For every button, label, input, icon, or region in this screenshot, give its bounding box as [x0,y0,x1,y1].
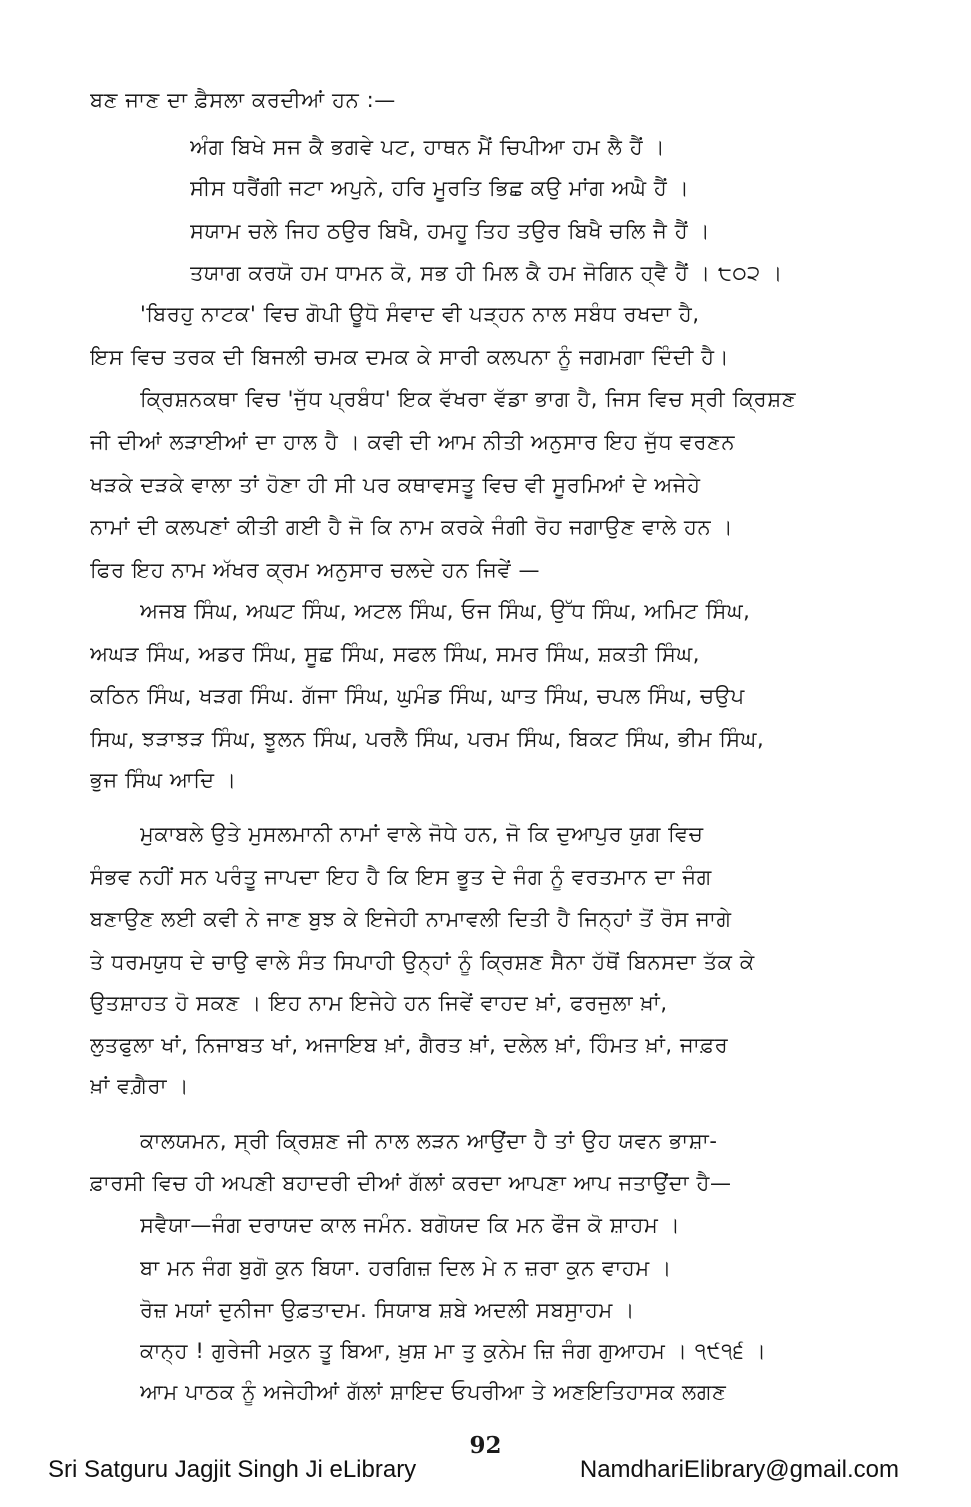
text-line: ਕਾਲਯਮਨ, ਸ੍ਰੀ ਕ੍ਰਿਸ਼ਣ ਜੀ ਨਾਲ ਲੜਨ ਆਉਂਦਾ ਹੈ ਤਾਂ ਉਹ ਯਵਨ ਭਾਸ਼ਾ- [140,1129,718,1153]
text-line: ਮੁਕਾਬਲੇ ਉਤੇ ਮੁਸਲਮਾਨੀ ਨਾਮਾਂ ਵਾਲੇ ਜੋਧੇ ਹਨ, ਜੋ ਕਿ ਦੁਆਪੁਰ ਯੁਗ ਵਿਚ [140,822,704,846]
verse-line: ਤਯਾਗ ਕਰਯੋ ਹਮ ਧਾਮਨ ਕੋ, ਸਭ ਹੀ ਮਿਲ ਕੈ ਹਮ ਜੋਗਿਨ ਹ੍ਵੈ ਹੈਂ । ੮੦੨ । [190,261,783,285]
text-line: ਨਾਮਾਂ ਦੀ ਕਲਪਣਾਂ ਕੀਤੀ ਗਈ ਹੈ ਜੋ ਕਿ ਨਾਮ ਕਰਕੇ ਜੰਗੀ ਰੋਹ ਜਗਾਉਣ ਵਾਲੇ ਹਨ । [90,515,734,539]
text-line: ਬਣ ਜਾਣ ਦਾ ਫ਼ੈਸਲਾ ਕਰਦੀਆਂ ਹਨ :— [90,88,396,112]
text-line: ਆਮ ਪਾਠਕ ਨੂੰ ਅਜੇਹੀਆਂ ਗੱਲਾਂ ਸ਼ਾਇਦ ਓਪਰੀਆ ਤੇ ਅਣਇਤਿਹਾਸਕ ਲਗਣ [140,1380,727,1404]
footer-library-name: Sri Satguru Jagjit Singh Ji eLibrary [48,1456,417,1483]
verse-line: ਸਯਾਮ ਚਲੇ ਜਿਹ ਠਉਰ ਬਿਖੈ, ਹਮਹੂ ਤਿਹ ਤਉਰ ਬਿਖੈ ਚਲਿ ਜੈ ਹੈਂ । [190,219,711,243]
verse-line: ਅੰਗ ਬਿਖੇ ਸਜ ਕੈ ਭਗਵੇ ਪਟ, ਹਾਥਨ ਮੈਂ ਚਿਪੀਆ ਹਮ ਲੈ ਹੈਂ । [190,135,666,159]
text-line: ਸੰਭਵ ਨਹੀਂ ਸਨ ਪਰੰਤੂ ਜਾਪਦਾ ਇਹ ਹੈ ਕਿ ਇਸ ਭੂਤ ਦੇ ਜੰਗ ਨੂੰ ਵਰਤਮਾਨ ਦਾ ਜੰਗ [90,865,712,889]
text-line: ਜੀ ਦੀਆਂ ਲੜਾਈਆਂ ਦਾ ਹਾਲ ਹੈ । ਕਵੀ ਦੀ ਆਮ ਨੀਤੀ ਅਨੁਸਾਰ ਇਹ ਜੁੱਧ ਵਰਣਨ [90,430,736,454]
text-line: ਉਤਸ਼ਾਹਤ ਹੋ ਸਕਣ । ਇਹ ਨਾਮ ਇਜੇਹੇ ਹਨ ਜਿਵੇਂ ਵਾਹਦ ਖ਼ਾਂ, ਫਰਜੁਲਾ ਖ਼ਾਂ, [90,991,668,1015]
names-line: ਸਿਘ, ਝੜਾਝੜ ਸਿੰਘ, ਝੂਲਨ ਸਿੰਘ, ਪਰਲੈ ਸਿੰਘ, ਪਰਮ ਸਿੰਘ, ਬਿਕਟ ਸਿੰਘ, ਭੀਮ ਸਿੰਘ, [90,727,765,751]
names-line: ਕਠਿਨ ਸਿੰਘ, ਖੜਗ ਸਿੰਘ. ਗੱਜਾ ਸਿੰਘ, ਘੁਮੰਡ ਸਿੰਘ, ਘਾਤ ਸਿੰਘ, ਚਪਲ ਸਿੰਘ, ਚਉਪ [90,684,745,708]
text-line: ਕ੍ਰਿਸ਼ਨਕਥਾ ਵਿਚ 'ਜੁੱਧ ਪ੍ਰਬੰਧ' ਇਕ ਵੱਖਰਾ ਵੱਡਾ ਭਾਗ ਹੈ, ਜਿਸ ਵਿਚ ਸ੍ਰੀ ਕ੍ਰਿਸ਼ਣ [140,387,797,411]
verse-line: ਸਵੈਯਾ—ਜੰਗ ਦਰਾਯਦ ਕਾਲ ਜਮੰਨ. ਬਗੋਯਦ ਕਿ ਮਨ ਫੌਜ ਕੋ ਸ਼ਾਹਮ । [140,1213,681,1237]
names-line: ਅਜਬ ਸਿੰਘ, ਅਘਟ ਸਿੰਘ, ਅਟਲ ਸਿੰਘ, ਓਜ ਸਿੰਘ, ਉੱਧ ਸਿੰਘ, ਅਮਿਟ ਸਿੰਘ, [140,599,751,623]
text-line: 'ਬਿਰਹੁ ਨਾਟਕ' ਵਿਚ ਗੋਪੀ ਊਧੋ ਸੰਵਾਦ ਵੀ ਪੜ੍ਹਨ ਨਾਲ ਸਬੰਧ ਰਖਦਾ ਹੈ, [140,302,700,326]
text-line: ਇਸ ਵਿਚ ਤਰਕ ਦੀ ਬਿਜਲੀ ਚਮਕ ਦਮਕ ਕੇ ਸਾਰੀ ਕਲਪਨਾ ਨੂੰ ਜਗਮਗਾ ਦਿੰਦੀ ਹੈ। [90,345,730,369]
page-number: 92 [469,1432,502,1459]
text-line: ਖੜਕੇ ਦੜਕੇ ਵਾਲਾ ਤਾਂ ਹੋਣਾ ਹੀ ਸੀ ਪਰ ਕਥਾਵਸਤੂ ਵਿਚ ਵੀ ਸੂਰਮਿਆਂ ਦੇ ਅਜੇਹੇ [90,473,701,497]
text-line: ਲੁਤਫੁਲਾ ਖਾਂ, ਨਿਜਾਬਤ ਖਾਂ, ਅਜਾਇਬ ਖ਼ਾਂ, ਗੈਰਤ ਖ਼ਾਂ, ਦਲੇਲ ਖ਼ਾਂ, ਹਿੰਮਤ ਖ਼ਾਂ, ਜਾਫ਼ਰ [90,1033,729,1057]
verse-line: ਬਾ ਮਨ ਜੰਗ ਬੁਗੋ ਕੁਨ ਬਿਯਾ. ਹਰਗਿਜ਼ ਦਿਲ ਮੇ ਨ ਜ਼ਰਾ ਕੁਨ ਵਾਹਮ । [140,1256,672,1280]
names-line: ਅਘੜ ਸਿੰਘ, ਅਡਰ ਸਿੰਘ, ਸੂਛ ਸਿੰਘ, ਸਫਲ ਸਿੰਘ, ਸਮਰ ਸਿੰਘ, ਸ਼ਕਤੀ ਸਿੰਘ, [90,642,700,666]
text-line: ਤੇ ਧਰਮਯੁਧ ਦੇ ਚਾਉ ਵਾਲੇ ਸੰਤ ਸਿਪਾਹੀ ਉਨ੍ਹਾਂ ਨੂੰ ਕ੍ਰਿਸ਼ਣ ਸੈਨਾ ਹੱਥੋਂ ਬਿਨਸਦਾ ਤੱਕ ਕੇ [90,950,755,974]
text-line: ਫ਼ਾਰਸੀ ਵਿਚ ਹੀ ਅਪਣੀ ਬਹਾਦਰੀ ਦੀਆਂ ਗੱਲਾਂ ਕਰਦਾ ਆਪਣਾ ਆਪ ਜਤਾਉਂਦਾ ਹੈ— [90,1171,732,1195]
text-line: ਫਿਰ ਇਹ ਨਾਮ ਅੱਖਰ ਕ੍ਰਮ ਅਨੁਸਾਰ ਚਲਦੇ ਹਨ ਜਿਵੇਂ — [90,558,541,582]
names-line: ਭੁਜ ਸਿੰਘ ਆਦਿ । [90,768,237,792]
verse-line: ਰੋਜ਼ ਮਯਾਂ ਦੁਨੀਜਾ ਉਫ਼ਤਾਦਮ. ਸਿਯਾਬ ਸ਼ਬੇ ਅਦਲੀ ਸਬਸੁਾਹਮ । [140,1298,635,1322]
verse-line: ਕਾਨ੍ਹ ! ਗੁਰੇਜੀ ਮਕੁਨ ਤੂ ਬਿਆ, ਖ਼ੁਸ਼ ਮਾ ਤੁ ਕੁਨੇਮ ਜ਼ਿ ਜੰਗ ਗੁਆਹਮ । ੧੯੧੬ । [140,1339,767,1363]
text-line: ਖ਼ਾਂ ਵਗ਼ੈਰਾ । [90,1074,190,1098]
text-line: ਬਣਾਉਣ ਲਈ ਕਵੀ ਨੇ ਜਾਣ ਬੁਝ ਕੇ ਇਜੇਹੀ ਨਾਮਾਵਲੀ ਦਿਤੀ ਹੈ ਜਿਨ੍ਹਾਂ ਤੋਂ ਰੋਸ ਜਾਗੇ [90,907,732,931]
verse-line: ਸੀਸ ਧਰੈਂਗੀ ਜਟਾ ਅਪੁਨੇ, ਹਰਿ ਮੂਰਤਿ ਭਿਛ ਕਉ ਮਾਂਗ ਅਘੈ ਹੈਂ । [190,176,690,200]
footer-email: NamdhariElibrary@gmail.com [579,1456,899,1483]
